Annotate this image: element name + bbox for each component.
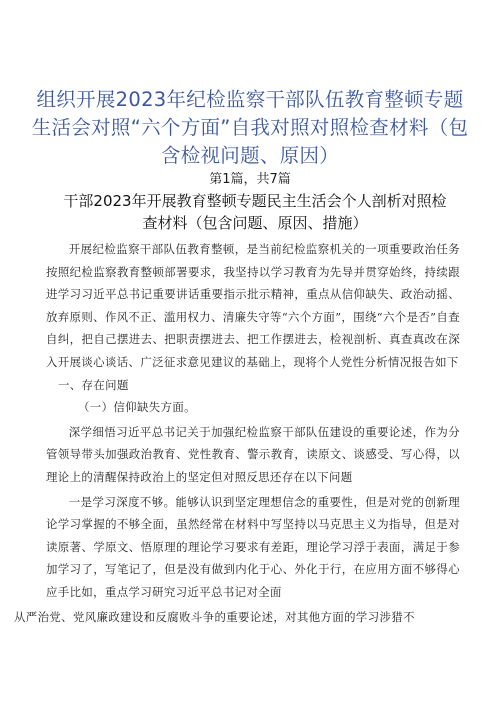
article-title: 干部2023年开展教育整顿专题民主生活会个人剖析对照检查材料（包含问题、原因、措施） bbox=[63, 192, 447, 232]
body-paragraph: 深学细悟习近平总书记关于加强纪检监察干部队伍建设的重要论述，作为分管领导带头加强政治教育、党性教育、警示教育，读原文、谈感受、写心得，以理论上的清醒保持政治上的坚定但对照反思还存在以下问题 bbox=[46, 424, 460, 484]
intro-paragraph: 开展纪检监察干部队伍教育整顿，是当前纪检监察机关的一项重要政治任务按照纪检监察教育整顿部署要求，我坚持以学习教育为先导并贯穿始终，持续跟进学习习近平总书记重要讲话重要指示批示精神，重点从信仰缺失、政治动摇、放弃原则、作风不正、滥用权力、清廉失守等“六个方面”，围绕“六个是否”自查自纠，把自己摆进去、把职责摆进去、把工作摆进去，检视剖析、真查真改在深入开展谈心谈话、广泛征求意见建议的基础上，现将个人党性分析情况报告如下 bbox=[46, 242, 460, 369]
body-paragraph: 一是学习深度不够。能够认识到坚定理想信念的重要性，但是对党的创新理论学习掌握的不够全面，虽然经常在材料中写坚持以马克思主义为指导，但是对读原著、学原文、悟原理的理论学习要求有差距，理论学习浮于表面，满足于参加学习了，写笔记了，但是没有做到内化于心、外化于行，在应用方面不够得心应手比如，重点学习研究习近平总书记对全面 bbox=[46, 494, 460, 599]
section-heading: 一、存在问题 bbox=[58, 377, 129, 392]
page-count: 第1篇，共7篇 bbox=[209, 172, 291, 187]
document-title: 组织开展2023年纪检监察干部队伍教育整顿专题生活会对照“六个方面”自我对照对照检查材料（包含检视问题、原因） bbox=[31, 88, 469, 167]
document-body bbox=[14, 238, 460, 628]
subsection-heading: （一）信仰缺失方面。 bbox=[78, 400, 196, 415]
body-paragraph-continued: 从严治党、党风廉政建设和反腐败斗争的重要论述，对其他方面的学习涉猎不 bbox=[14, 609, 415, 624]
